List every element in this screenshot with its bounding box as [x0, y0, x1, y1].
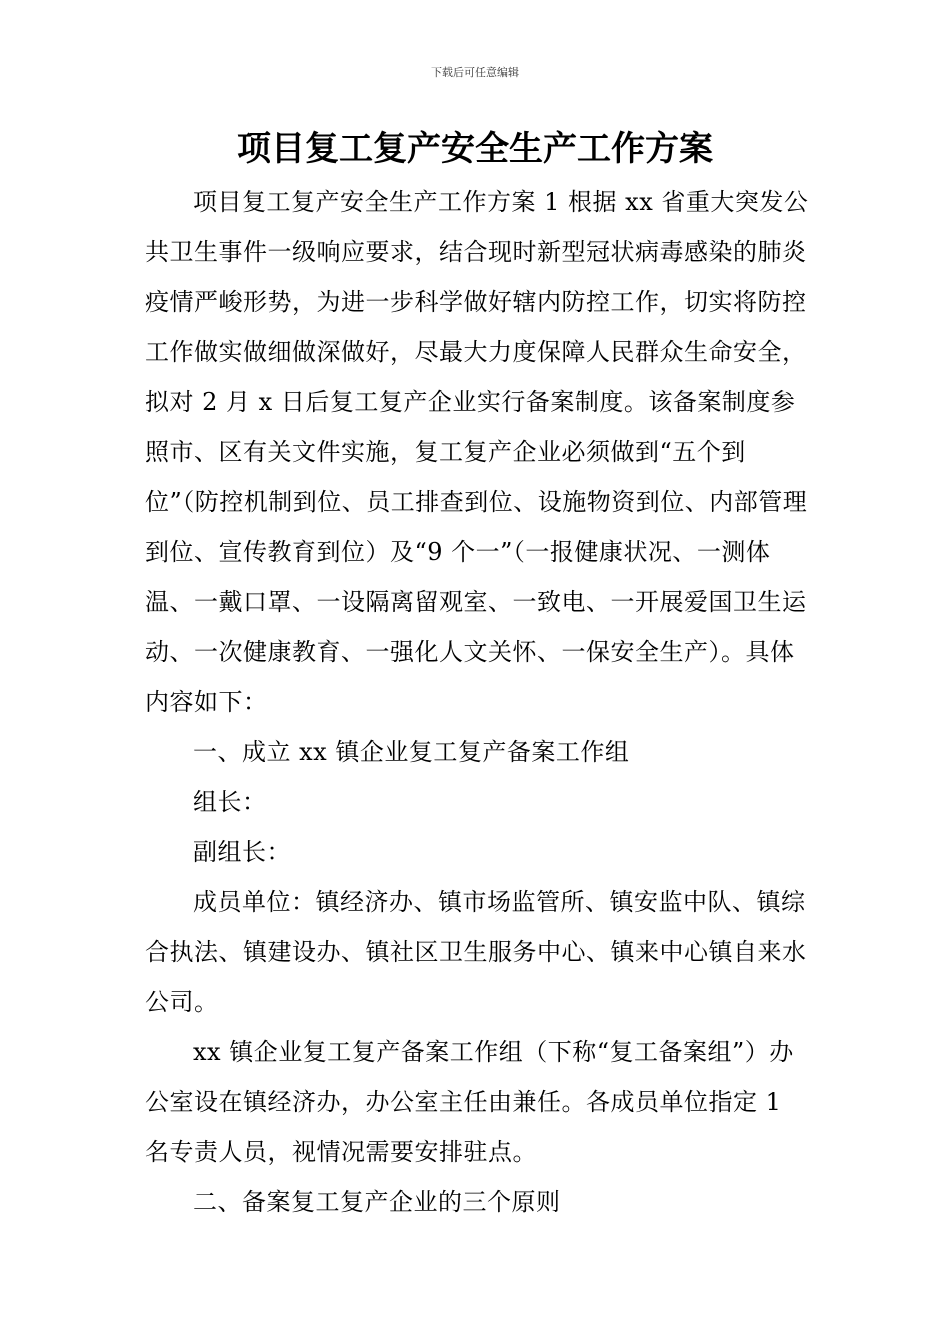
paragraph-section-1-heading: 一、成立 xx 镇企业复工复产备案工作组: [193, 738, 630, 766]
document-body: [145, 177, 810, 1227]
paragraph-section-2-heading: 二、备案复工复产企业的三个原则: [193, 1188, 561, 1216]
paragraph-intro: 项目复工复产安全生产工作方案 1 根据 xx 省重大突发公共卫生事件一级响应要求，结合现时新型冠状病毒感染的肺炎疫情严峻形势，为进一步科学做好辖内防控工作，切实将防控工作做实做细做深做好，尽最大力度保障人民群众生命安全，拟对 2 月 x 日后复工复产企业实行备案制度。该备案制度参照市、区有关文件实施，复工复产企业必须做到“五个到位”（防控机制到位、员工排查到位、设施物资到位、内部管理到位、宣传教育到位）及“9 个一”（一报健康状况、一测体温、一戴口罩、一设隔离留观室、一致电、一开展爱国卫生运动、一次健康教育、一强化人文关怀、一保安全生产）。具体内容如下：: [145, 188, 809, 716]
paragraph-office-setup: xx 镇企业复工复产备案工作组（下称“复工备案组”）办公室设在镇经济办，办公室主任由兼任。各成员单位指定 1 名专责人员，视情况需要安排驻点。: [145, 1038, 794, 1166]
paragraph-group-leader: 组长：: [193, 788, 267, 816]
paragraph-deputy-leader: 副组长：: [193, 838, 291, 866]
document-title: 项目复工复产安全生产工作方案: [237, 129, 713, 169]
paragraph-member-units: 成员单位：镇经济办、镇市场监管所、镇安监中队、镇综合执法、镇建设办、镇社区卫生服务中心、镇来中心镇自来水公司。: [145, 888, 807, 1016]
header-note: 下载后可任意编辑: [431, 66, 519, 79]
